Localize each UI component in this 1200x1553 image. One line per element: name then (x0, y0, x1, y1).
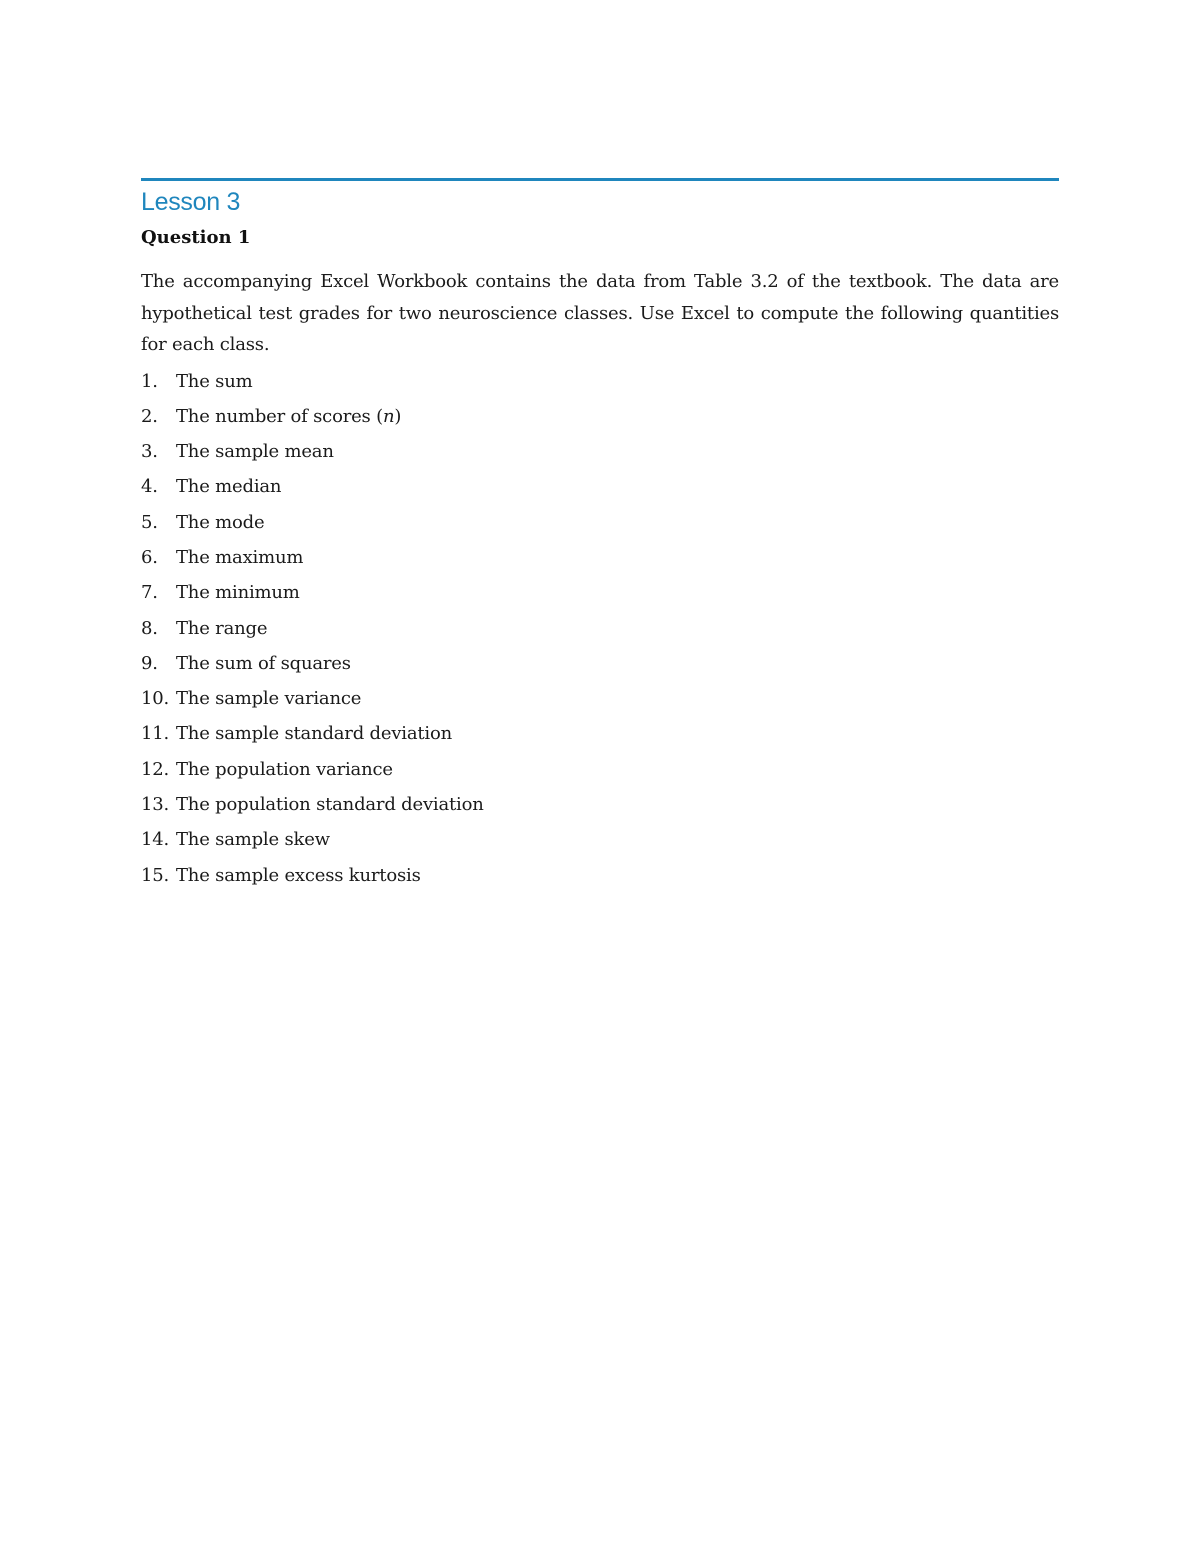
heading-rule (141, 178, 1059, 181)
list-item (141, 787, 1059, 822)
list-item-number: 4. (141, 476, 158, 498)
list-item (141, 364, 1059, 399)
list-item (141, 752, 1059, 787)
list-item-number: 11. (141, 723, 170, 745)
list-item (141, 540, 1059, 575)
list-item-number: 6. (141, 546, 158, 568)
list-item-number: 15. (141, 864, 170, 886)
list-item-number: 13. (141, 794, 170, 816)
list-item-text: The range (176, 617, 268, 639)
list-item (141, 646, 1059, 681)
list-item-number: 7. (141, 582, 158, 604)
question-title: Question 1 (141, 227, 251, 248)
list-item (141, 399, 1059, 434)
list-item-text: The minimum (176, 582, 300, 604)
list-item-text: The maximum (176, 546, 304, 568)
list-item-number: 12. (141, 758, 170, 780)
list-item-text: The mode (176, 511, 265, 533)
list-item (141, 505, 1059, 540)
list-item (141, 575, 1059, 610)
list-item (141, 716, 1059, 751)
list-item-text: The sample mean (176, 441, 334, 463)
list-item-number: 1. (141, 370, 158, 392)
question-intro: The accompanying Excel Workbook contains the data from Table 3.2 of the textbook. The data are hypothetical test grades for two neuroscience classes. Use Excel to compute the following quantities for each class. (141, 271, 1059, 355)
list-item-text: The population variance (176, 758, 393, 780)
list-item (141, 858, 1059, 893)
list-item-text: The population standard deviation (176, 794, 484, 816)
list-item-number: 14. (141, 829, 170, 851)
list-item-number: 2. (141, 405, 158, 427)
list-item-text: The median (176, 476, 282, 498)
list-item-text: The sample skew (176, 829, 330, 851)
list-item-text: The number of scores ( (176, 405, 383, 427)
list-item (141, 611, 1059, 646)
document-content (141, 178, 1059, 893)
list-item-text-group (176, 399, 1059, 434)
list-item-number: 9. (141, 652, 158, 674)
list-item-text: The sample variance (176, 688, 362, 710)
list-item (141, 469, 1059, 504)
list-item (141, 681, 1059, 716)
list-item-text: The sample excess kurtosis (176, 864, 421, 886)
list-item-text: The sum of squares (176, 652, 351, 674)
list-item-text: The sample standard deviation (176, 723, 453, 745)
list-item (141, 822, 1059, 857)
list-item-text: The sum (176, 370, 253, 392)
math-variable: n (382, 405, 395, 427)
list-item (141, 434, 1059, 469)
list-item-number: 5. (141, 511, 158, 533)
list-item-number: 3. (141, 441, 158, 463)
list-item-text-after: ) (394, 405, 402, 427)
list-item-number: 10. (141, 688, 170, 710)
quantity-list (141, 364, 1059, 893)
list-item-number: 8. (141, 617, 158, 639)
lesson-title: Lesson 3 (141, 188, 241, 216)
